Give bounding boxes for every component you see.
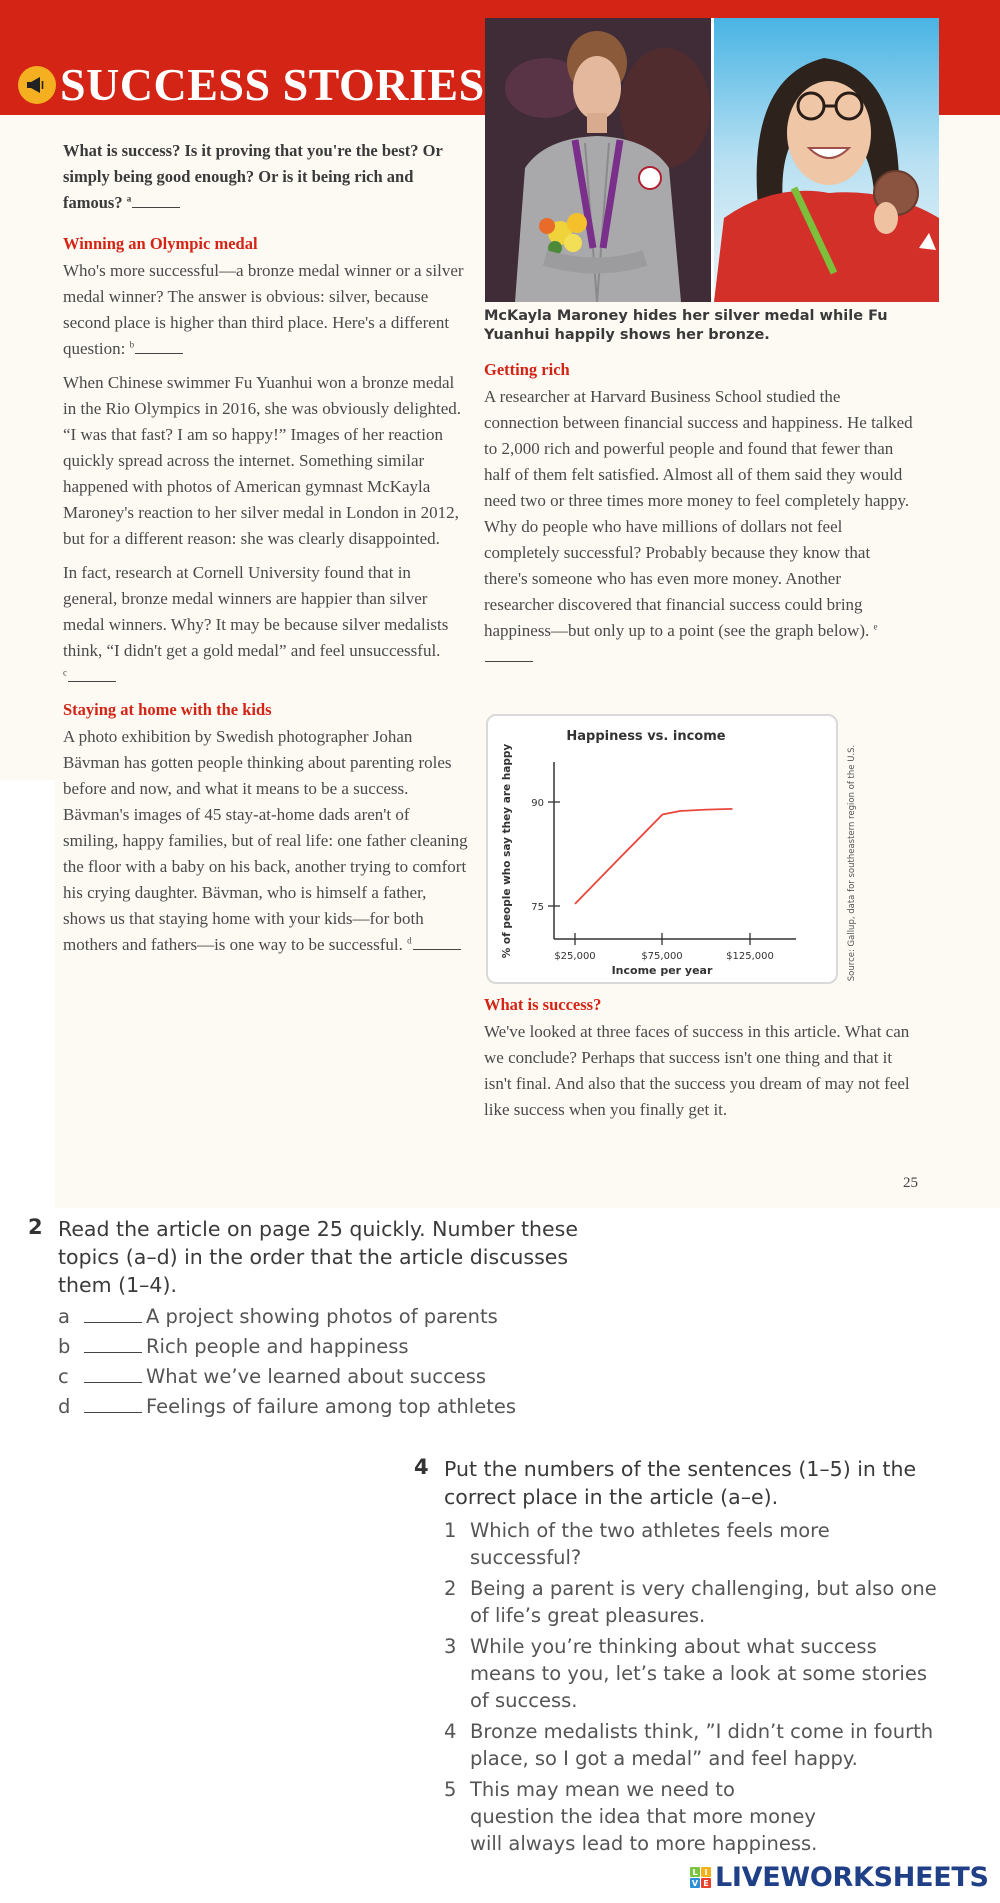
exercise-item: d Feelings of failure among top athletes [58,1395,516,1418]
y-tick-90: 90 [531,798,544,809]
liveworksheets-logo[interactable] [690,1862,989,1893]
exercise-number: 4 [414,1455,429,1479]
gap-blank-d[interactable] [413,949,461,950]
answer-blank[interactable] [84,1412,142,1413]
paragraph: Who's more successful—a bronze medal winner or a silver medal winner? The answer is obvious: silver, because second place is higher than third place. Here's a different question: $^b$ [63,261,464,358]
exercise-instruction: Put the numbers of the sentences (1–5) in the correct place in the article (a–e). [444,1457,917,1509]
chart-title: Happiness vs. income [566,729,726,744]
exercise-item: b Rich people and happiness [58,1335,409,1358]
sentence-item: 1 Which of the two athletes feels more successful? [444,1519,830,1569]
sentence-item: 5 This may mean we need to question the idea that more money will always lead to more happiness. [444,1778,818,1855]
section-heading: Winning an Olympic medal [63,234,258,253]
chart-source: Source: Gallup, data for southeastern region of the U.S. [847,744,857,981]
gap-blank-a[interactable] [132,207,180,208]
answer-blank[interactable] [84,1382,142,1383]
exercise-4-items [444,1517,944,1857]
x-tick: $125,000 [726,951,774,962]
exercise-instruction: Read the article on page 25 quickly. Number these topics (a–d) in the order that the article discusses them (1–4). [58,1217,578,1297]
gap-blank-e[interactable] [485,661,533,662]
article-intro: What is success? Is it proving that you're the best? Or simply being good enough? Or is it being rich and famous? $^a$ [63,141,443,212]
paragraph: We've looked at three faces of success in this article. What can we conclude? Perhaps that success isn't one thing and that it isn't final. And also that the success you dream of may not feel like success when you finally get it. [484,1022,910,1119]
photo-caption: McKayla Maroney hides her silver medal while Fu Yuanhui happily shows her bronze. [484,308,888,343]
exercise-2 [28,1215,588,1423]
gap-marker: c [63,667,67,678]
gap-marker: e [873,621,878,632]
page-title: SUCCESS STORIES [60,59,485,110]
header-title [18,59,485,110]
page-number: 25 [903,1175,918,1191]
answer-blank[interactable] [84,1322,142,1323]
logo-grid-icon: L I V E [690,1867,711,1888]
x-tick: $75,000 [641,951,683,962]
y-tick-75: 75 [531,902,544,913]
exercise-4 [414,1455,959,1861]
gap-blank-c[interactable] [68,681,116,682]
logo-text: LIVEWORKSHEETS [715,1862,989,1893]
photo-pair [485,18,939,302]
sentence-item: 4 Bronze medalists think, ”I didn’t come in fourth place, so I got a medal” and feel happy. [444,1720,934,1770]
answer-blank[interactable] [84,1352,142,1353]
section-heading: Staying at home with the kids [63,700,272,719]
x-tick: $25,000 [554,951,596,962]
left-column [63,232,468,966]
exercise-2-items [58,1303,588,1423]
exercise-item: a A project showing photos of parents [58,1305,498,1328]
x-axis-label: Income per year [611,964,713,977]
sentence-item: 3 While you’re thinking about what success means to you, let’s take a look at some stories of success. [444,1635,927,1712]
sentence-item: 2 Being a parent is very challenging, but also one of life’s great pleasures. [444,1577,937,1627]
right-column [484,358,914,678]
happiness-line [575,809,733,904]
exercise-number: 2 [28,1215,43,1239]
section-heading: Getting rich [484,360,570,379]
paragraph: When Chinese swimmer Fu Yuanhui won a bronze medal in the Rio Olympics in 2016, she was obviously delighted. “I was that fast? I am so happy!” Images of her reaction quickly spread across the internet. Something similar happened with photos of American gymnast McKayla Maroney's reaction to her silver medal in London in 2012, but for a different reason: she was clearly disappointed. [63,373,462,548]
gap-blank-b[interactable] [135,353,183,354]
y-axis-label: % of people who say they are happy [501,743,513,959]
photo-fu-yuanhui [714,18,939,302]
exercise-item: c What we’ve learned about success [58,1365,487,1388]
right-column-lower [484,993,914,1131]
speaker-icon[interactable] [18,66,56,104]
happiness-income-chart [486,714,838,984]
paragraph: In fact, research at Cornell University found that in general, bronze medal winners are happier than silver medal winners. Why? It may be because silver medalists think, “I didn't get a gold medal” and feel unsuccessful. $^c$ [63,560,468,690]
paragraph: A photo exhibition by Swedish photographer Johan Bävman has gotten people thinking about parenting roles before and now, and what it means to be a success. Bävman's images of 45 stay-at-home dads aren't of smiling, happy families, but of real life: one father cleaning the floor with a baby on his back, another trying to comfort his crying daughter. Bävman, who is himself a father, shows us that staying home with your kids—for both mothers and fathers—is one way to be successful. $^d$ [63,727,468,954]
gap-marker: d [407,935,412,946]
gap-marker: b [129,339,135,350]
gap-marker: a [126,193,132,204]
photo-mckayla-maroney [485,18,711,302]
paragraph: A researcher at Harvard Business School studied the connection between financial success and happiness. He talked to 2,000 rich and powerful people and found that fewer than half of them felt satisfied. Almost all of them said they would need two or three times more money to feel completely happy. Why do people who have millions of dollars not feel completely successful? Probably because they know that there's someone who has even more money. Another researcher discovered that financial success could bring happiness—but only up to a point (see the graph below). $^e$ [484,384,914,670]
section-heading: What is success? [484,995,602,1014]
